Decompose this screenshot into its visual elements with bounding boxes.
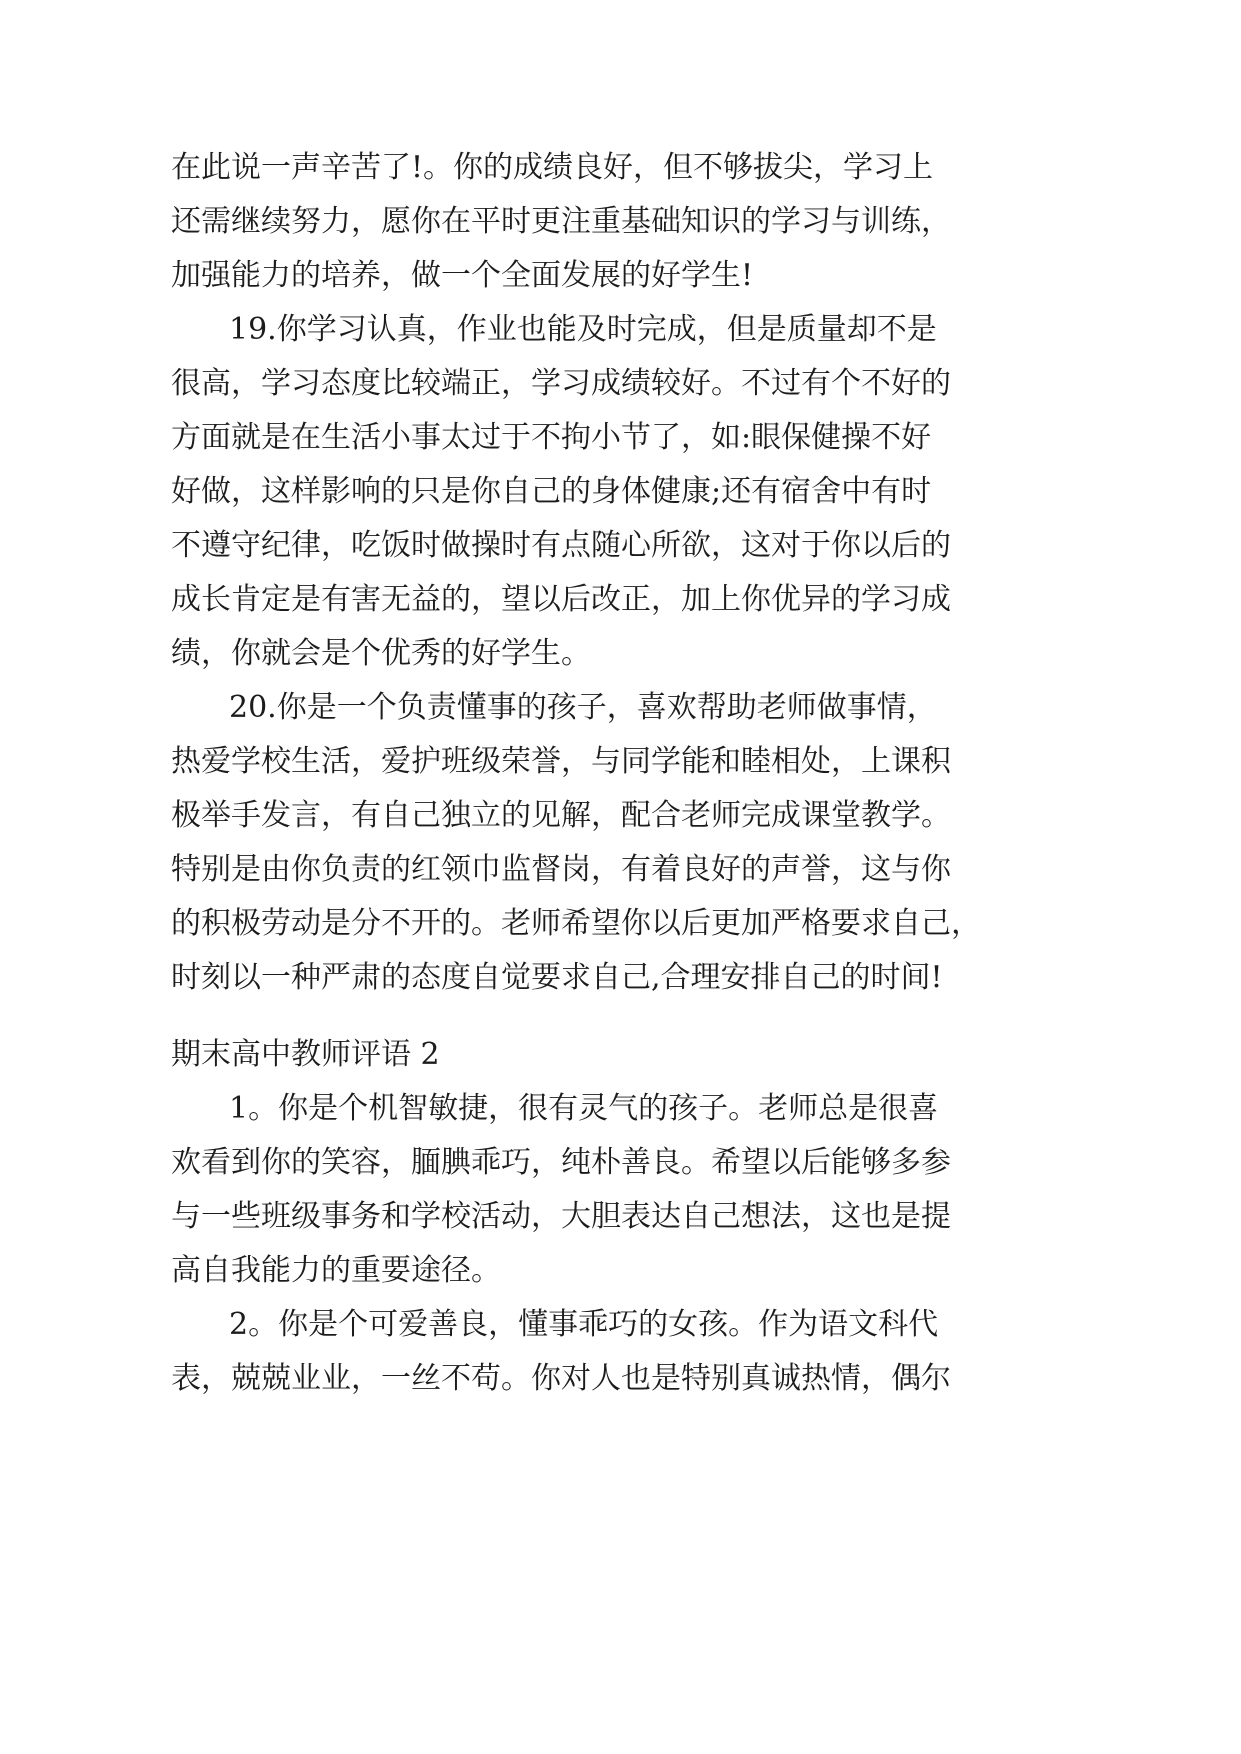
paragraph-line: 表，兢兢业业，一丝不苟。你对人也是特别真诚热情，偶尔 bbox=[171, 1361, 951, 1396]
paragraph-line: 方面就是在生活小事太过于不拘小节了，如:眼保健操不好 bbox=[171, 420, 932, 455]
paragraph-line: 欢看到你的笑容，腼腆乖巧，纯朴善良。希望以后能够多参 bbox=[171, 1145, 951, 1180]
paragraph-line: 19.你学习认真，作业也能及时完成，但是质量却不是 bbox=[229, 312, 937, 347]
paragraph-line: 不遵守纪律，吃饭时做操时有点随心所欲，这对于你以后的 bbox=[171, 528, 951, 563]
paragraph-line: 高自我能力的重要途径。 bbox=[171, 1253, 501, 1288]
paragraph-line: 时刻以一种严肃的态度自觉要求自己,合理安排自己的时间! bbox=[171, 960, 943, 995]
paragraph-line: 好做，这样影响的只是你自己的身体健康;还有宿舍中有时 bbox=[171, 474, 932, 509]
paragraph-line: 加强能力的培养，做一个全面发展的好学生! bbox=[171, 258, 754, 293]
paragraph-line: 20.你是一个负责懂事的孩子，喜欢帮助老师做事情， bbox=[229, 690, 937, 725]
paragraph-line: 特别是由你负责的红领巾监督岗，有着良好的声誉，这与你 bbox=[171, 852, 951, 887]
section-title: 期末高中教师评语 2 bbox=[171, 1037, 440, 1072]
paragraph-line: 很高，学习态度比较端正，学习成绩较好。不过有个不好的 bbox=[171, 366, 951, 401]
paragraph-line: 成长肯定是有害无益的，望以后改正，加上你优异的学习成 bbox=[171, 582, 951, 617]
paragraph-line: 在此说一声辛苦了!。你的成绩良好，但不够拔尖，学习上 bbox=[171, 150, 934, 185]
paragraph-line: 绩，你就会是个优秀的好学生。 bbox=[171, 636, 591, 671]
paragraph-line: 的积极劳动是分不开的。老师希望你以后更加严格要求自己， bbox=[171, 906, 981, 941]
paragraph-line: 2。你是个可爱善良，懂事乖巧的女孩。作为语文科代 bbox=[229, 1307, 939, 1342]
paragraph-line: 与一些班级事务和学校活动，大胆表达自己想法，这也是提 bbox=[171, 1199, 951, 1234]
paragraph-line: 还需继续努力，愿你在平时更注重基础知识的学习与训练， bbox=[171, 204, 951, 239]
paragraph-line: 热爱学校生活，爱护班级荣誉，与同学能和睦相处，上课积 bbox=[171, 744, 951, 779]
paragraph-line: 1。你是个机智敏捷，很有灵气的孩子。老师总是很喜 bbox=[229, 1091, 939, 1126]
paragraph-line: 极举手发言，有自己独立的见解，配合老师完成课堂教学。 bbox=[171, 798, 951, 833]
